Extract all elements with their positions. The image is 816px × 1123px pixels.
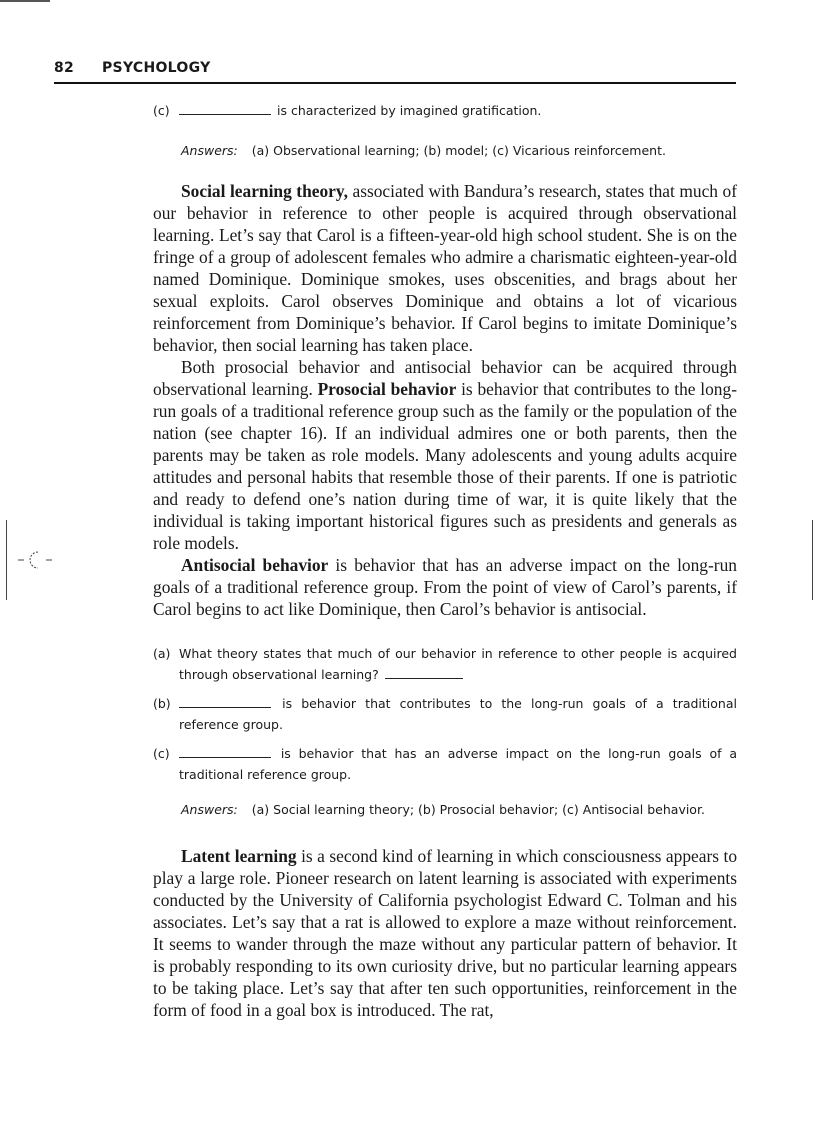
key-term: Prosocial behavior bbox=[317, 379, 457, 399]
answers-label: Answers: bbox=[181, 143, 238, 158]
registration-line-right bbox=[812, 520, 813, 600]
paragraph bbox=[153, 180, 737, 356]
problem-text: is behavior that contributes to the long-run goals of a traditional reference group. bbox=[179, 696, 737, 732]
answer-blank bbox=[179, 747, 271, 758]
paragraph bbox=[153, 554, 737, 620]
problem-item-c bbox=[153, 100, 737, 121]
answers-text: (a) Observational learning; (b) model; (c) Vicarious reinforcement. bbox=[251, 143, 666, 158]
key-term: Latent learning bbox=[181, 846, 297, 866]
answer-blank bbox=[179, 697, 271, 708]
problem-text: is behavior that has an adverse impact on the long-run goals of a traditional reference group. bbox=[179, 746, 737, 782]
page-number: 82 bbox=[54, 60, 75, 76]
key-term: Antisocial behavior bbox=[181, 555, 329, 575]
problem-item-c bbox=[153, 743, 737, 785]
problem-item-a bbox=[153, 643, 737, 685]
paragraph bbox=[153, 356, 737, 554]
problem-item-b bbox=[153, 693, 737, 735]
problem-label: (c) bbox=[153, 103, 170, 118]
answers-text: (a) Social learning theory; (b) Prosocial behavior; (c) Antisocial behavior. bbox=[251, 802, 705, 817]
problem-label: (b) bbox=[153, 696, 171, 711]
problem-label: (a) bbox=[153, 646, 171, 661]
problem-label: (c) bbox=[153, 746, 170, 761]
paragraph-text: Both prosocial behavior and antisocial behavior can be acquired through observational learning. bbox=[153, 357, 737, 399]
crop-mark bbox=[0, 0, 50, 2]
running-header bbox=[54, 60, 736, 84]
body-section-latent-learning bbox=[153, 845, 737, 1021]
paragraph bbox=[153, 845, 737, 1021]
paragraph-text: is behavior that contributes to the long-run goals of a traditional reference group such as the family or the population of the nation (see chapter 16). If an individual admires one or both parents, then the parents may be taken as role models. Many adolescents and young adults acquire attitudes and personal habits that resemble those of their parents. If one is patriotic and ready to defend one’s nation during time of war, it is quite likely that the individual is taking important historical figures such as presidents and generals as role models. bbox=[153, 379, 737, 553]
top-problem bbox=[153, 100, 737, 121]
paragraph-text: associated with Bandura’s research, states that much of our behavior in reference to other people is acquired through observational learning. Let’s say that Carol is a fifteen-year-old high school student. She is on the fringe of a group of adolescent females who admire a charismatic eighteen-year-old named Dominique. Dominique smokes, uses obscenities, and brags about her sexual exploits. Carol observes Dominique and obtains a lot of vicarious reinforcement from Dominique’s behavior. If Carol begins to imitate Dominique’s behavior, then social learning has taken place. bbox=[153, 181, 737, 355]
answers-line bbox=[153, 799, 737, 820]
paragraph-text: is a second kind of learning in which consciousness appears to play a large role. Pioneer research on latent learning is associated with experiments conducted by the University of California psychologist Edward C. Tolman and his associates. Let’s say that a rat is allowed to explore a maze without reinforcement. It seems to wander through the maze without any particular pattern of behavior. It is probably responding to its own curiosity drive, but no particular learning appears to be taking place. Let’s say that after ten such opportunities, reinforcement in the form of food in a goal box is introduced. The rat, bbox=[153, 846, 738, 1020]
registration-mark-icon bbox=[18, 550, 54, 570]
top-answers bbox=[153, 140, 737, 161]
problem-text: is characterized by imagined gratification. bbox=[276, 103, 542, 118]
running-head-title: PSYCHOLOGY bbox=[102, 60, 211, 76]
body-section-social-learning bbox=[153, 180, 737, 620]
answer-blank bbox=[385, 668, 463, 679]
paragraph-text: is behavior that has an adverse impact on the long-run goals of a traditional reference group. From the point of view of Carol’s parents, if Carol begins to act like Dominique, then Carol’s behavior is antisocial. bbox=[153, 555, 737, 619]
problems-block bbox=[153, 643, 737, 820]
registration-line-left bbox=[6, 520, 7, 600]
key-term: Social learning theory, bbox=[181, 181, 348, 201]
problem-text: What theory states that much of our behavior in reference to other people is acquired through observational learning? bbox=[179, 646, 737, 682]
answer-blank bbox=[179, 104, 271, 115]
answers-label: Answers: bbox=[181, 802, 238, 817]
answers-line bbox=[153, 140, 737, 161]
